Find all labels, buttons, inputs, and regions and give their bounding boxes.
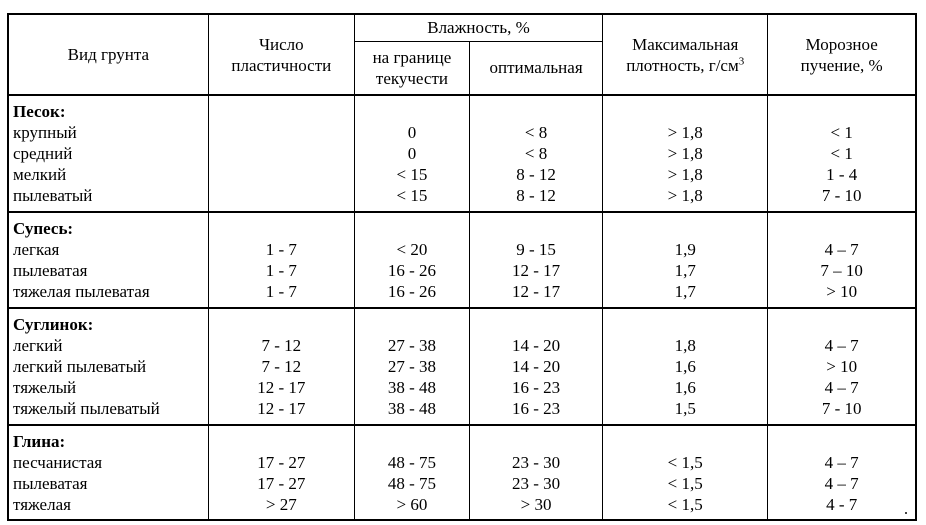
soil-type-cell	[9, 425, 208, 519]
group-header-spacer	[470, 218, 602, 239]
soil-properties-table-frame	[7, 13, 917, 521]
plasticity-cell	[208, 308, 354, 425]
header-liquid-limit	[354, 41, 469, 95]
soil-group-name: Песок:	[13, 102, 66, 121]
liquid-limit-value: 27 - 38	[387, 335, 437, 355]
max-density-value: 1,5	[674, 398, 696, 418]
soil-type-label: тяжелый	[13, 377, 77, 397]
max-density-value: 1,7	[674, 261, 696, 281]
optimal-moisture-value: < 8	[524, 144, 548, 163]
optimal-moisture-value: 12 - 17	[511, 261, 561, 281]
max-density-value: > 1,8	[667, 123, 703, 142]
liquid-limit-value: < 15	[396, 165, 428, 184]
frost-heave-value: 7 - 10	[821, 398, 862, 418]
liquid-limit-value: > 60	[396, 494, 428, 514]
plasticity-value: 7 - 12	[261, 335, 302, 355]
optimal-moisture-value: 9 - 15	[516, 240, 556, 260]
soil-type-label: пылеватая	[13, 473, 88, 493]
liquid-limit-value: 0	[407, 144, 417, 163]
soil-group-row	[9, 95, 915, 212]
frost-heave-value: 7 – 10	[820, 261, 863, 281]
header-moisture: Влажность, %	[354, 15, 602, 41]
max-density-value: < 1,5	[667, 473, 703, 493]
soil-type-label: пылеватый	[13, 186, 93, 205]
table-body	[9, 95, 915, 519]
liquid-limit-value: 0	[407, 123, 417, 142]
soil-group-row	[9, 212, 915, 307]
frost-heave-cell	[768, 308, 915, 425]
max-density-value: 1,6	[674, 377, 696, 397]
soil-type-label: пылеватая	[13, 261, 88, 281]
group-header-spacer	[355, 101, 469, 122]
liquid-limit-value: 38 - 48	[387, 398, 437, 418]
header-max-density	[603, 15, 768, 95]
plasticity-value	[209, 122, 354, 143]
soil-type-label: тяжелая пылеватая	[13, 282, 150, 302]
soil-type-label: легкая	[13, 240, 60, 260]
plasticity-cell	[208, 212, 354, 307]
liquid-limit-value: 48 - 75	[387, 452, 437, 472]
liquid-limit-cell	[354, 308, 469, 425]
optimal-moisture-value: 8 - 12	[516, 186, 556, 205]
header-density-line-2	[603, 55, 767, 76]
header-liquid-limit-line-1: на границе	[372, 47, 452, 67]
liquid-limit-cell	[354, 95, 469, 212]
max-density-value: < 1,5	[667, 452, 703, 472]
soil-group-name: Супесь:	[13, 219, 74, 239]
optimal-moisture-cell	[470, 308, 603, 425]
frost-heave-value: < 1	[830, 123, 853, 142]
liquid-limit-cell	[354, 212, 469, 307]
header-plasticity-index	[208, 15, 354, 95]
header-density-line-1: Максимальная	[632, 34, 739, 54]
liquid-limit-value: 16 - 26	[387, 261, 437, 281]
max-density-value: 1,7	[674, 282, 696, 302]
liquid-limit-value: 16 - 26	[387, 282, 437, 302]
optimal-moisture-value: 14 - 20	[511, 335, 561, 355]
optimal-moisture-cell	[470, 212, 603, 307]
group-header-spacer	[768, 218, 915, 239]
frost-heave-value: 4 – 7	[824, 335, 859, 355]
plasticity-value: 17 - 27	[257, 473, 306, 493]
optimal-moisture-value: < 8	[524, 123, 548, 142]
optimal-moisture-value: 16 - 23	[511, 398, 561, 418]
plasticity-value: 1 - 7	[265, 261, 297, 281]
plasticity-value: > 27	[265, 494, 297, 514]
optimal-moisture-value: 16 - 23	[511, 377, 561, 397]
group-header-spacer	[209, 431, 354, 452]
plasticity-value: 17 - 27	[257, 452, 306, 472]
max-density-value: < 1,5	[667, 494, 703, 514]
header-optimal-moisture: оптимальная	[470, 41, 603, 95]
header-soil-type: Вид грунта	[9, 15, 208, 95]
group-header-spacer	[209, 101, 354, 122]
group-header-spacer	[355, 218, 469, 239]
plasticity-value: 1 - 7	[265, 240, 297, 260]
header-frost-line-2: пучение, %	[800, 55, 883, 75]
group-header-spacer	[209, 218, 354, 239]
group-header-spacer	[355, 431, 469, 452]
plasticity-value: 7 - 12	[261, 356, 302, 376]
optimal-moisture-value: 12 - 17	[511, 282, 561, 302]
group-header-spacer	[603, 314, 767, 335]
max-density-cell	[603, 425, 768, 519]
header-density-superscript: 3	[738, 54, 745, 67]
frost-heave-value: 4 – 7	[824, 473, 859, 493]
soil-type-label: мелкий	[13, 165, 67, 184]
header-density-unit: плотность, г/см	[626, 55, 739, 75]
max-density-cell	[603, 212, 768, 307]
header-frost-line-1: Морозное	[805, 34, 878, 54]
header-liquid-limit-line-2: текучести	[375, 68, 448, 88]
plasticity-value	[209, 185, 354, 206]
group-header-spacer	[768, 431, 915, 452]
soil-type-cell	[9, 308, 208, 425]
soil-type-label: легкий пылеватый	[13, 356, 147, 376]
frost-heave-value: 1 - 4	[826, 165, 858, 184]
optimal-moisture-cell	[470, 95, 603, 212]
plasticity-value	[209, 164, 354, 185]
soil-group-name: Глина:	[13, 431, 66, 451]
liquid-limit-value: 38 - 48	[387, 377, 437, 397]
frost-heave-value: 4 - 7	[826, 494, 858, 514]
group-header-spacer	[470, 431, 602, 452]
optimal-moisture-value: 23 - 30	[511, 452, 561, 472]
stray-dot	[905, 512, 907, 514]
soil-type-label: тяжелый пылеватый	[13, 398, 160, 418]
liquid-limit-value: 27 - 38	[387, 356, 437, 376]
group-header-spacer	[209, 314, 354, 335]
header-plasticity-line-1: Число	[258, 34, 304, 54]
max-density-cell	[603, 95, 768, 212]
max-density-cell	[603, 308, 768, 425]
group-header-spacer	[603, 101, 767, 122]
frost-heave-value: < 1	[830, 144, 853, 163]
liquid-limit-value: < 15	[396, 186, 428, 205]
max-density-value: 1,8	[674, 335, 696, 355]
optimal-moisture-value: 8 - 12	[516, 165, 556, 184]
plasticity-value: 12 - 17	[257, 377, 306, 397]
soil-type-label: песчанистая	[13, 452, 103, 472]
plasticity-value	[209, 143, 354, 164]
soil-group-name: Суглинок:	[13, 314, 94, 334]
group-header-spacer	[603, 218, 767, 239]
soil-type-label: средний	[13, 144, 73, 163]
soil-type-label: легкий	[13, 335, 63, 355]
plasticity-value: 1 - 7	[265, 282, 297, 302]
max-density-value: 1,6	[674, 356, 696, 376]
soil-type-cell	[9, 95, 208, 212]
soil-type-cell	[9, 212, 208, 307]
frost-heave-cell	[768, 95, 915, 212]
group-header-spacer	[768, 101, 915, 122]
group-header-spacer	[470, 101, 602, 122]
group-header-spacer	[470, 314, 602, 335]
group-header-spacer	[768, 314, 915, 335]
optimal-moisture-value: 23 - 30	[511, 473, 561, 493]
plasticity-cell	[208, 425, 354, 519]
group-header-spacer	[355, 314, 469, 335]
optimal-moisture-value: 14 - 20	[511, 356, 561, 376]
max-density-value: > 1,8	[667, 186, 703, 205]
plasticity-cell	[208, 95, 354, 212]
liquid-limit-value: < 20	[396, 240, 428, 260]
liquid-limit-value: 48 - 75	[387, 473, 437, 493]
soil-type-label: тяжелая	[13, 494, 71, 514]
frost-heave-value: 4 – 7	[824, 240, 859, 260]
frost-heave-cell	[768, 212, 915, 307]
soil-group-row	[9, 308, 915, 425]
optimal-moisture-cell	[470, 425, 603, 519]
group-header-spacer	[603, 431, 767, 452]
frost-heave-value: > 10	[826, 356, 858, 376]
frost-heave-value: 4 – 7	[824, 452, 859, 472]
plasticity-value: 12 - 17	[257, 398, 306, 418]
max-density-value: 1,9	[674, 240, 696, 260]
max-density-value: > 1,8	[667, 144, 703, 163]
frost-heave-cell	[768, 425, 915, 519]
frost-heave-value: > 10	[826, 282, 858, 302]
liquid-limit-cell	[354, 425, 469, 519]
header-frost-heave	[768, 15, 915, 95]
header-plasticity-line-2: пластичности	[231, 55, 332, 75]
soil-type-label: крупный	[13, 123, 77, 142]
frost-heave-value: 7 - 10	[821, 186, 862, 205]
soil-properties-table	[9, 15, 915, 519]
optimal-moisture-value: > 30	[520, 494, 552, 514]
max-density-value: > 1,8	[667, 165, 703, 184]
frost-heave-value: 4 – 7	[824, 377, 859, 397]
soil-group-row	[9, 425, 915, 519]
